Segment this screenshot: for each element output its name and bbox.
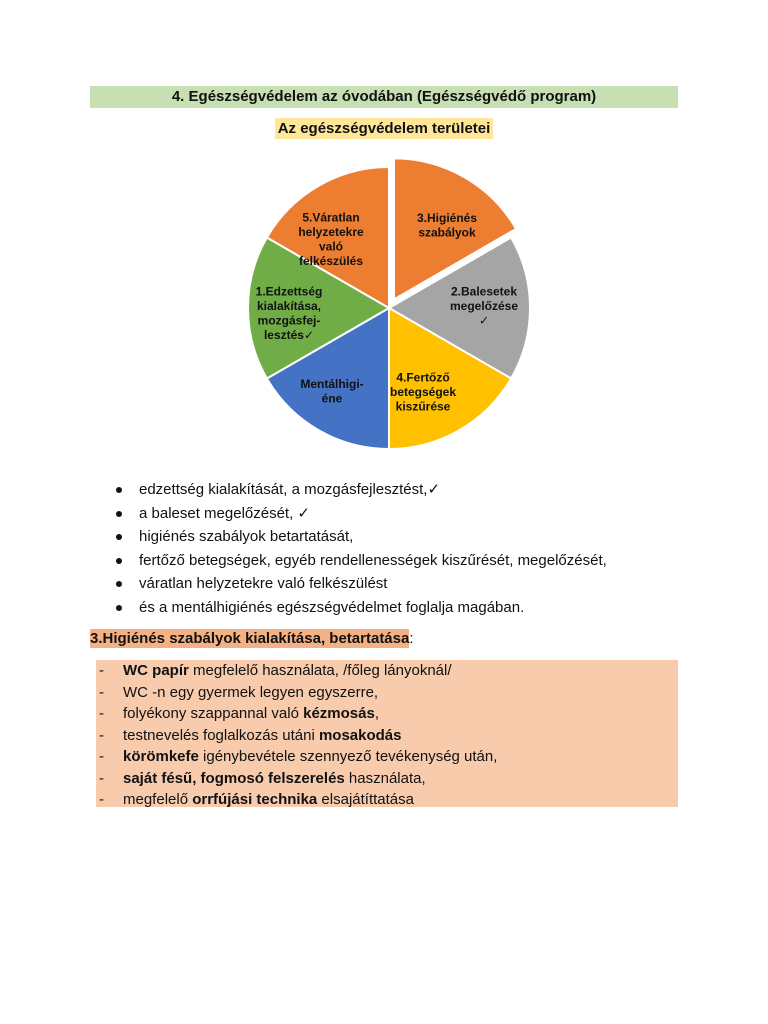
pie-slice-label: felkészülés (298, 253, 364, 268)
rule-item (99, 789, 497, 811)
pie-slice-label: mozgásfej- (257, 313, 321, 328)
rule-text: , (374, 705, 380, 722)
pie-slice-label: szabályok (418, 225, 476, 240)
rule-dash: - (99, 705, 104, 722)
rule-dash: - (99, 748, 104, 765)
rule-item (99, 660, 497, 682)
rule-bold-text: orrfújási technika (192, 791, 318, 808)
rule-item (99, 682, 497, 704)
section-heading-text: 3.Higiénés szabályok kialakítása, betartatása (90, 630, 410, 647)
rule-text: megfelelő használata, /főleg lányoknál/ (188, 662, 452, 679)
rule-text: folyékony szappannal való (123, 705, 304, 722)
pie-slice-label: 3.Higiénés (416, 210, 478, 225)
pie-slice-label: ✓ (478, 313, 490, 328)
rule-dash: - (99, 769, 104, 787)
pie-slice-label: 4.Fertőző (396, 370, 450, 385)
section-heading-suffix: : (409, 630, 414, 647)
bullet-item: a baleset megelőzését, ✓ (110, 502, 607, 526)
bullet-list (110, 478, 607, 619)
pie-slice-label: 2.Balesetek (450, 284, 518, 299)
bullet-item: és a mentálhigiénés egészségvédelmet foglalja magában. (110, 596, 607, 620)
chart-subtitle-text: Az egészségvédelem területei (275, 118, 494, 139)
bullet-item: edzettség kialakítását, a mozgásfejlesztést,✓ (110, 478, 607, 502)
pie-slice-label: kialakítása, (256, 298, 322, 313)
pie-slice-label: Mentálhigi- (300, 376, 364, 391)
pie-slice-label: 1.Edzettség (255, 284, 323, 299)
section-heading (90, 628, 414, 650)
page-title: 4. Egészségvédelem az óvodában (Egészségvédő program) (90, 86, 678, 108)
rule-bold-text: saját fésű, fogmosó felszerelés (123, 769, 345, 787)
rule-dash: - (99, 662, 104, 679)
bullet-item: higiénés szabályok betartatását, (110, 525, 607, 549)
pie-slice-label: való (318, 239, 344, 254)
bullet-item: fertőző betegségek, egyéb rendellenességek kiszűrését, megelőzését, (110, 549, 607, 573)
pie-slice-label: éne (321, 391, 343, 406)
rule-bold-text: WC papír (123, 662, 189, 679)
rule-item (99, 703, 497, 725)
rule-bold-text: mosakodás (318, 726, 402, 744)
pie-slice-label: lesztés✓ (263, 327, 315, 342)
rule-item (99, 746, 497, 768)
rule-text: használata, (344, 769, 426, 787)
rule-dash: - (99, 791, 104, 808)
pie-slice-label: megelőzése (449, 299, 519, 313)
rule-text: megfelelő (123, 791, 193, 808)
rule-bold-text: körömkefe (123, 748, 199, 765)
pie-slice-label: kiszűrése (395, 399, 451, 414)
rules-list (99, 660, 497, 811)
pie-slice-label: 5.Váratlan (302, 210, 360, 225)
rule-item (99, 725, 497, 747)
pie-slice-label: betegségek (389, 385, 457, 399)
rule-item (99, 768, 497, 790)
rule-dash: - (99, 726, 104, 744)
rule-text: igénybevétele szennyező tevékenység után, (198, 748, 498, 765)
bullet-item: váratlan helyzetekre való felkészülést (110, 572, 607, 596)
rule-text: elsajátíttatása (317, 791, 414, 808)
pie-slice-label: helyzetekre (298, 224, 364, 239)
rule-dash: - (99, 683, 104, 701)
rule-bold-text: kézmosás (303, 705, 375, 722)
rule-text: WC -n egy gyermek legyen egyszerre, (123, 683, 379, 701)
pie-chart (0, 0, 768, 470)
rule-text: testnevelés foglalkozás utáni (123, 726, 319, 744)
